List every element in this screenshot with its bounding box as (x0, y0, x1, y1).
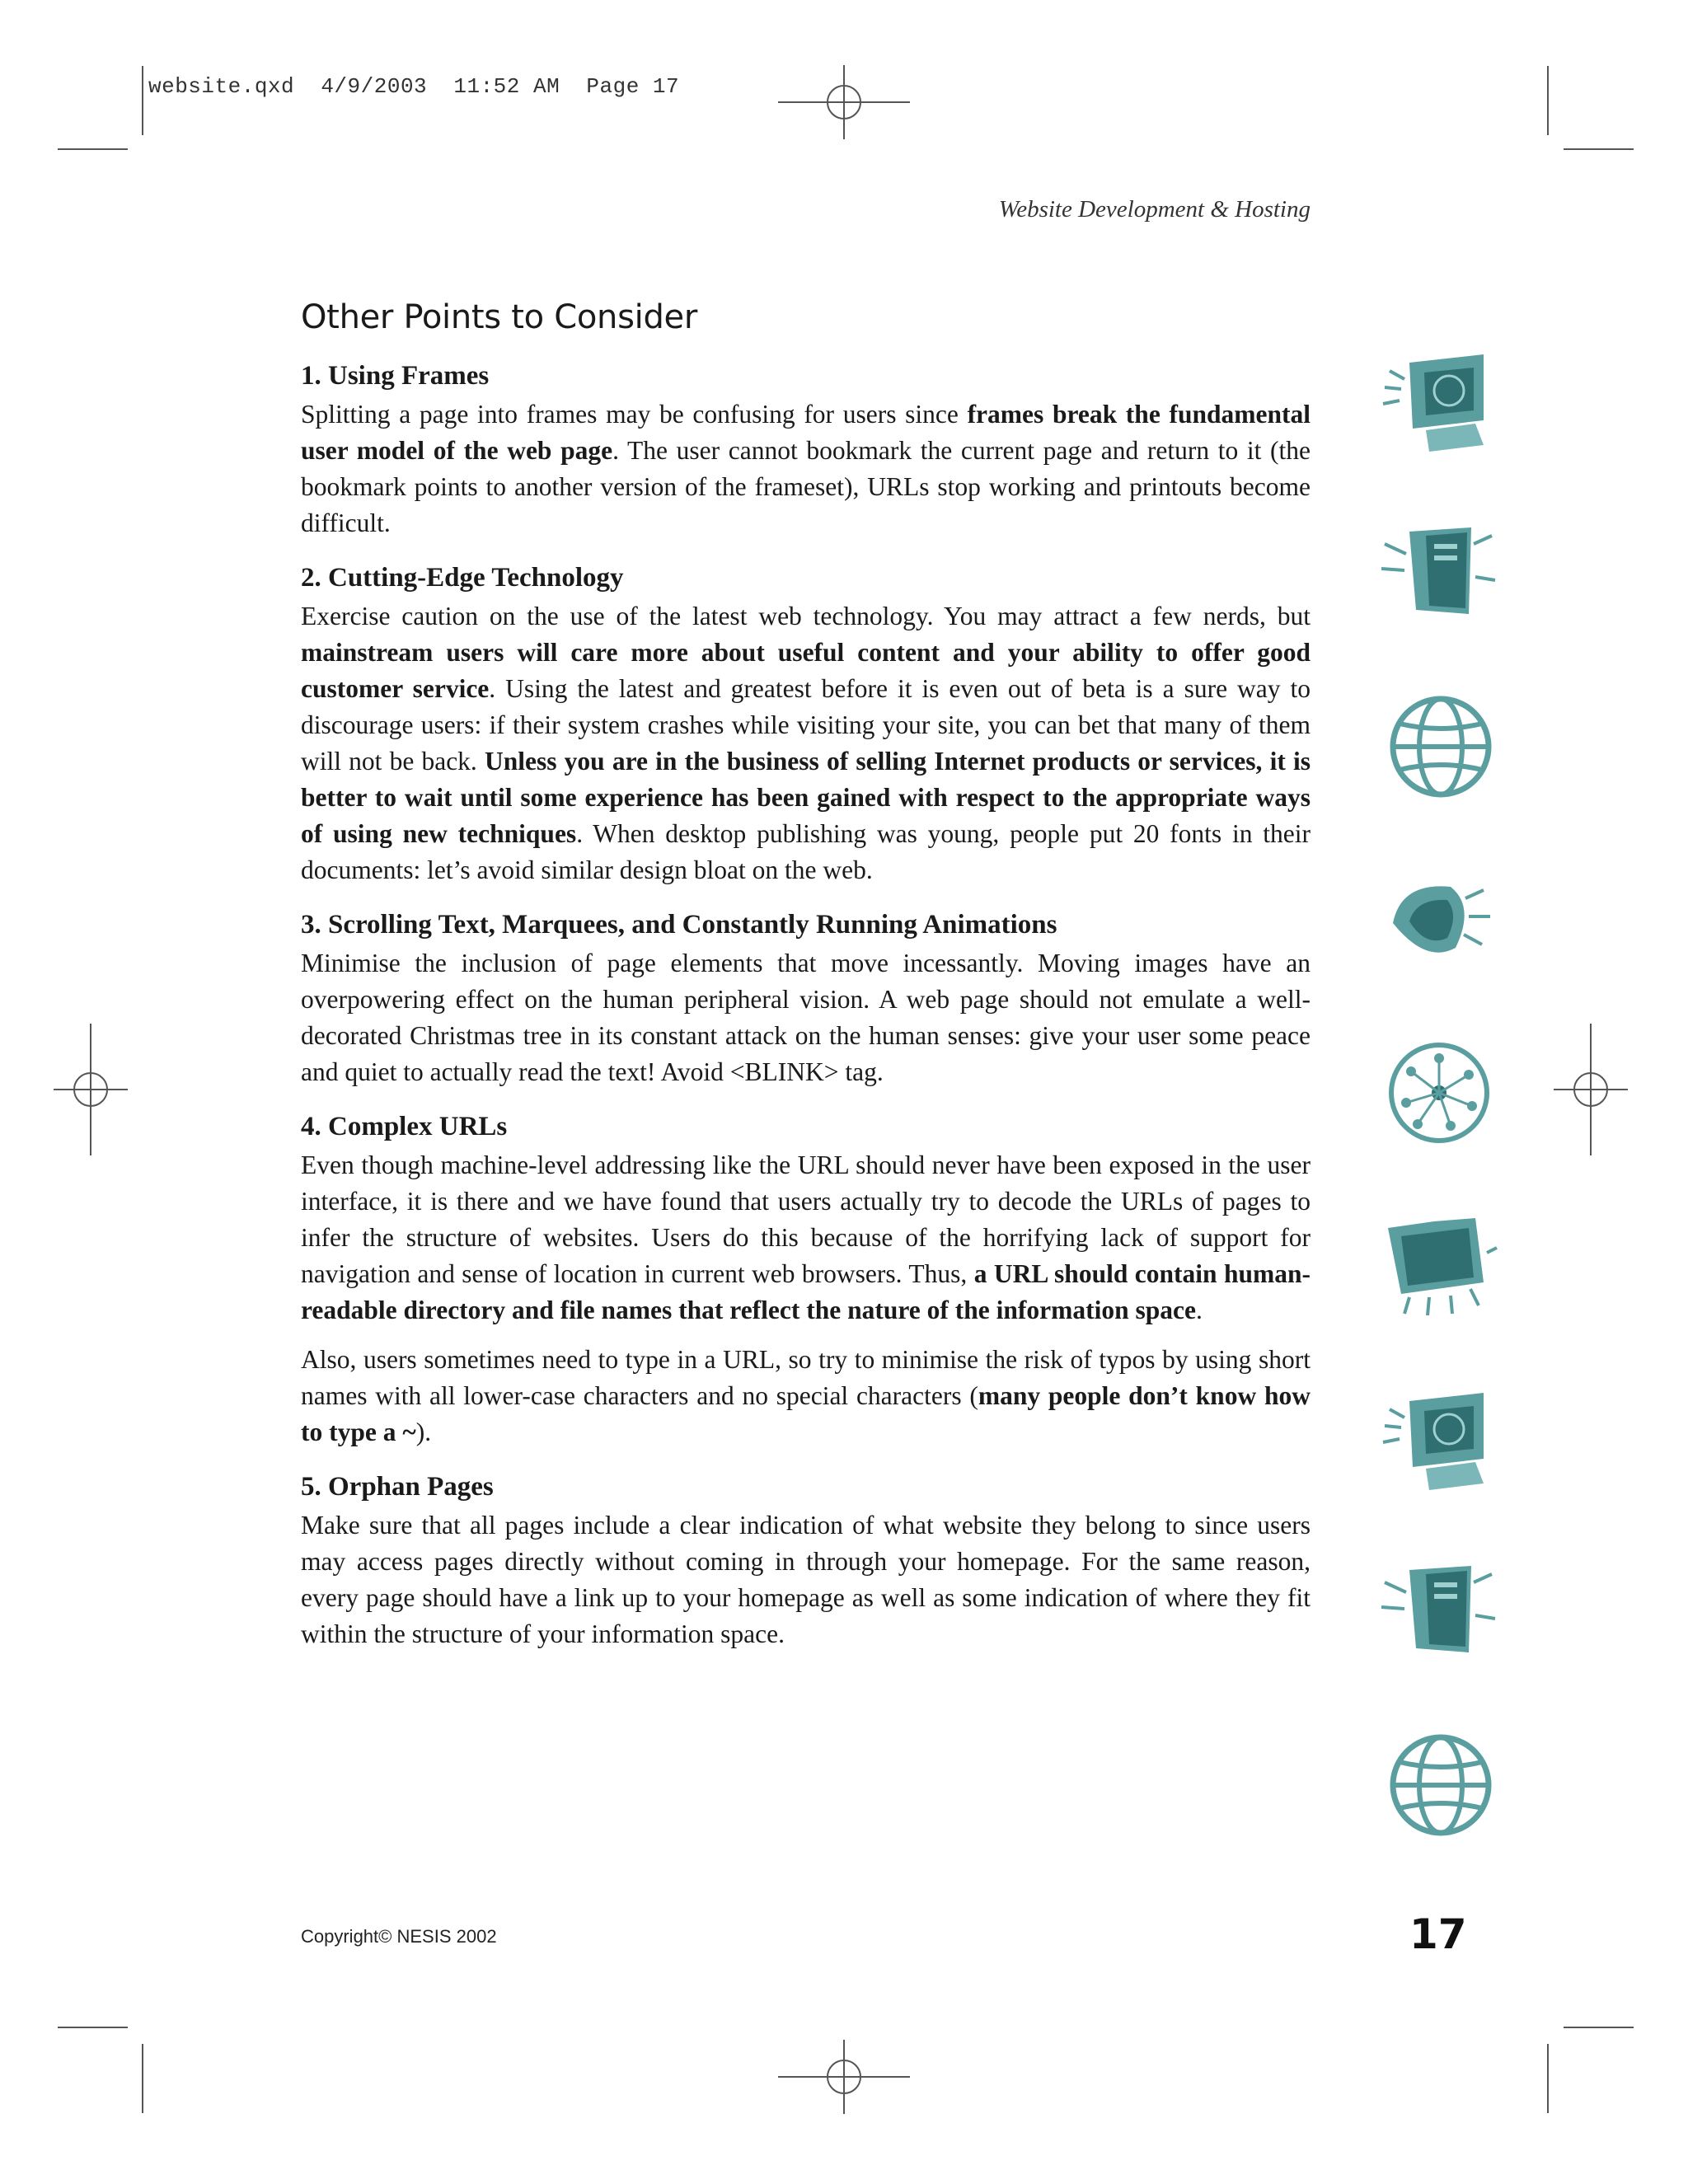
body-text: Even though machine-level addressing like the URL should never have been exposed in the user interface, it is there and we have found that users actually try to decode the URLs of pages to infer the structure of websites. Users do this because of the horrifying lack of support for navigation and sense of location in current web browsers. Thus, (301, 1151, 1311, 1288)
registration-mark-icon (778, 2036, 910, 2118)
section-heading: 1. Using Frames (301, 361, 490, 391)
crop-mark (58, 2027, 128, 2028)
emphasized-text: many people don’t know how to type a ~ (301, 1381, 1311, 1446)
body-text: Also, users sometimes need to type in a URL, so try to minimise the risk of typos by using short names with all lower-case characters and no special characters ( (301, 1345, 1311, 1410)
body-text: Minimise the inclusion of page elements that move incessantly. Moving images have an overpowering effect on the human peripheral vision. A web page should not emulate a well-decorated Christmas tree in its constant attack on the human senses: give your user some peace and quiet to actually read the text! Avoid <BLINK> tag. (301, 949, 1311, 1086)
body-text: . Using the latest and greatest before it is even out of beta is a sure way to discourage users: if their system crashes while visiting your site, you can bet that many of them will not be back. (301, 674, 1311, 776)
registration-mark-icon (49, 1024, 132, 1155)
network-hub-icon (1376, 1030, 1500, 1154)
printer-slug: website.qxd 4/9/2003 11:52 AM Page 17 (148, 74, 680, 99)
running-header: Website Development & Hosting (998, 196, 1311, 223)
emphasized-text: Unless you are in the business of selling Internet products or services, it is better to wait until some experience has been gained with respect to the appropriate ways of using new techniques (301, 747, 1311, 848)
emphasized-text: frames break the fundamental user model of the web page (301, 400, 1311, 465)
crop-mark (1564, 2027, 1634, 2028)
emphasized-text: a URL should contain human-readable directory and file names that reflect the nature of the information space (301, 1259, 1311, 1324)
registration-mark-icon (1550, 1024, 1632, 1155)
body-text: . (1196, 1296, 1203, 1324)
computer-monitor-icon (1376, 338, 1500, 462)
server-tower-icon (1376, 511, 1500, 635)
crop-mark (58, 148, 128, 150)
mouse-icon (1376, 857, 1500, 981)
globe-icon (1376, 684, 1500, 808)
page-title: Other Points to Consider (301, 298, 697, 336)
crop-mark (1564, 148, 1634, 150)
body-text: Make sure that all pages include a clear indication of what website they belong to since users may access pages directly without coming in through your homepage. For the same reason, every page should have a link up to your homepage as well as some indication of where they fit within the structure of your information space. (301, 1511, 1311, 1648)
folder-icon (1376, 1203, 1500, 1327)
emphasized-text: mainstream users will care more about useful content and your ability to offer good customer service (301, 638, 1311, 703)
section-paragraph (301, 396, 1311, 541)
registration-mark-icon (778, 61, 910, 143)
section-paragraph (301, 598, 1311, 888)
page-number: 17 (1409, 1910, 1467, 1958)
section-paragraph (301, 1507, 1311, 1652)
section-paragraph (301, 1147, 1311, 1329)
copyright-notice: Copyright© NESIS 2002 (301, 1926, 497, 1947)
section-paragraph (301, 1342, 1311, 1451)
sections-list (301, 361, 1311, 1652)
body-text: Splitting a page into frames may be confusing for users since (301, 400, 968, 429)
section-heading: 3. Scrolling Text, Marquees, and Constantly Running Animations (301, 910, 1057, 940)
crop-mark (1547, 66, 1549, 135)
section-paragraph (301, 945, 1311, 1090)
server-tower-icon (1376, 1549, 1500, 1673)
computer-monitor-icon (1376, 1376, 1500, 1500)
section-heading: 4. Complex URLs (301, 1112, 508, 1141)
crop-mark (142, 66, 143, 135)
crop-mark (1547, 2044, 1549, 2113)
body-text: Exercise caution on the use of the latest web technology. You may attract a few nerds, but (301, 602, 1311, 630)
main-content (301, 298, 1311, 1666)
section-heading: 2. Cutting-Edge Technology (301, 563, 624, 593)
body-text: . When desktop publishing was young, people put 20 fonts in their documents: let’s avoid similar design bloat on the web. (301, 819, 1311, 884)
globe-icon (1376, 1722, 1500, 1846)
body-text: . The user cannot bookmark the current page and return to it (the bookmark points to another version of the frameset), URLs stop working and printouts become difficult. (301, 436, 1311, 537)
section-heading: 5. Orphan Pages (301, 1472, 494, 1502)
crop-mark (142, 2044, 143, 2113)
body-text: ). (415, 1418, 432, 1446)
